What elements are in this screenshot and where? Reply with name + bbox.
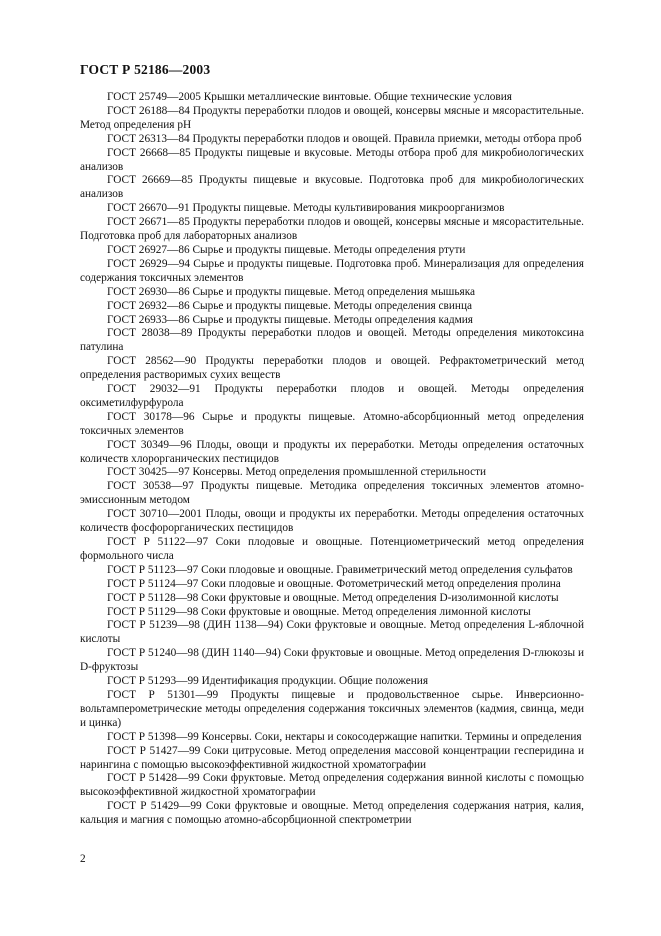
reference-entry: ГОСТ 26188—84 Продукты переработки плодов и овощей, консервы мясные и мясорастительные. Метод определения pH: [80, 104, 584, 131]
reference-entry: ГОСТ 28038—89 Продукты переработки плодов и овощей. Методы определения микотоксина патулина: [80, 327, 584, 354]
page-number: 2: [80, 853, 86, 865]
reference-entry: ГОСТ 30349—96 Плоды, овощи и продукты их переработки. Методы определения остаточных количеств хлорорганических пестицидов: [80, 438, 584, 465]
reference-entry: ГОСТ 26669—85 Продукты пищевые и вкусовые. Подготовка проб для микробиологических анализов: [80, 174, 584, 201]
reference-entry: ГОСТ 30178—96 Сырье и продукты пищевые. Атомно-абсорбционный метод определения токсичных элементов: [80, 410, 584, 437]
reference-entry: ГОСТ 26929—94 Сырье и продукты пищевые. Подготовка проб. Минерализация для определения содержания токсичных элементов: [80, 257, 584, 284]
reference-entry: ГОСТ 26670—91 Продукты пищевые. Методы культивирования микроорганизмов: [107, 202, 505, 215]
reference-entry: ГОСТ 26927—86 Сырье и продукты пищевые. Методы определения ртути: [107, 243, 466, 256]
reference-entry: ГОСТ 30538—97 Продукты пищевые. Методика определения токсичных элементов атомно-эмиссионным методом: [80, 480, 584, 507]
reference-entry: ГОСТ Р 51128—98 Соки фруктовые и овощные. Метод определения D-изолимонной кислоты: [107, 591, 559, 604]
reference-entry: ГОСТ Р 51429—99 Соки фруктовые и овощные. Метод определения содержания натрия, калия, кальция и магния с помощью атомно-абсорбционной спектрометрии: [80, 800, 584, 827]
reference-entry: ГОСТ 26313—84 Продукты переработки плодов и овощей. Правила приемки, методы отбора проб: [107, 132, 582, 145]
reference-entry: ГОСТ 30425—97 Консервы. Метод определения промышленной стерильности: [107, 466, 487, 479]
reference-entry: ГОСТ 26668—85 Продукты пищевые и вкусовые. Методы отбора проб для микробиологических анализов: [80, 146, 584, 173]
reference-entry: ГОСТ 30710—2001 Плоды, овощи и продукты их переработки. Методы определения остаточных количеств фосфорорганических пестицидов: [80, 508, 584, 535]
reference-entry: ГОСТ Р 51293—99 Идентификация продукции. Общие положения: [107, 675, 429, 688]
reference-entry: ГОСТ 26930—86 Сырье и продукты пищевые. Метод определения мышьяка: [107, 285, 476, 298]
reference-entry: ГОСТ 26932—86 Сырье и продукты пищевые. Методы определения свинца: [107, 299, 473, 312]
reference-entry: ГОСТ 28562—90 Продукты переработки плодов и овощей. Рефрактометрический метод определения растворимых сухих веществ: [80, 355, 584, 382]
page-header: ГОСТ Р 52186—2003: [80, 62, 211, 77]
reference-entry: ГОСТ 29032—91 Продукты переработки плодов и овощей. Методы определения оксиметилфурфурола: [80, 383, 584, 409]
reference-entry: ГОСТ Р 51129—98 Соки фруктовые и овощные. Метод определения лимонной кислоты: [107, 605, 531, 618]
reference-entry: ГОСТ Р 51124—97 Соки плодовые и овощные. Фотометрический метод определения пролина: [107, 577, 561, 590]
reference-entry: ГОСТ Р 51122—97 Соки плодовые и овощные. Потенциометрический метод определения формольного числа: [80, 536, 584, 562]
reference-entry: ГОСТ 26671—85 Продукты переработки плодов и овощей, консервы мясные и мясорастительные. Подготовка проб для лабораторных анализов: [80, 216, 584, 243]
reference-entry: ГОСТ Р 51123—97 Соки плодовые и овощные. Гравиметрический метод определения сульфатов: [107, 563, 573, 576]
reference-entry: ГОСТ 26933—86 Сырье и продукты пищевые. Методы определения кадмия: [107, 313, 473, 326]
reference-entry: ГОСТ Р 51301—99 Продукты пищевые и продовольственное сырье. Инверсионно-вольтамперометрические методы определения содержания токсичных элементов (кадмия, свинца, меди и цинка): [80, 688, 584, 729]
reference-entry: ГОСТ Р 51428—99 Соки фруктовые. Метод определения содержания винной кислоты с помощью высокоэффективной жидкостной хроматографии: [80, 772, 584, 799]
reference-entry: ГОСТ Р 51239—98 (ДИН 1138—94) Соки фруктовые и овощные. Метод определения L-яблочной кислоты: [80, 619, 584, 646]
reference-entry: ГОСТ 25749—2005 Крышки металлические винтовые. Общие технические условия: [107, 91, 512, 103]
reference-entry: ГОСТ Р 51240—98 (ДИН 1140—94) Соки фруктовые и овощные. Метод определения D-глюкозы и D-фруктозы: [80, 647, 584, 674]
reference-entry: ГОСТ Р 51398—99 Консервы. Соки, нектары и сокосодержащие напитки. Термины и определения: [107, 730, 582, 743]
reference-entry: ГОСТ Р 51427—99 Соки цитрусовые. Метод определения массовой концентрации гесперидина и нарингина с помощью высокоэффективной жидкостной хроматографии: [80, 744, 584, 771]
references-list: [80, 91, 584, 828]
